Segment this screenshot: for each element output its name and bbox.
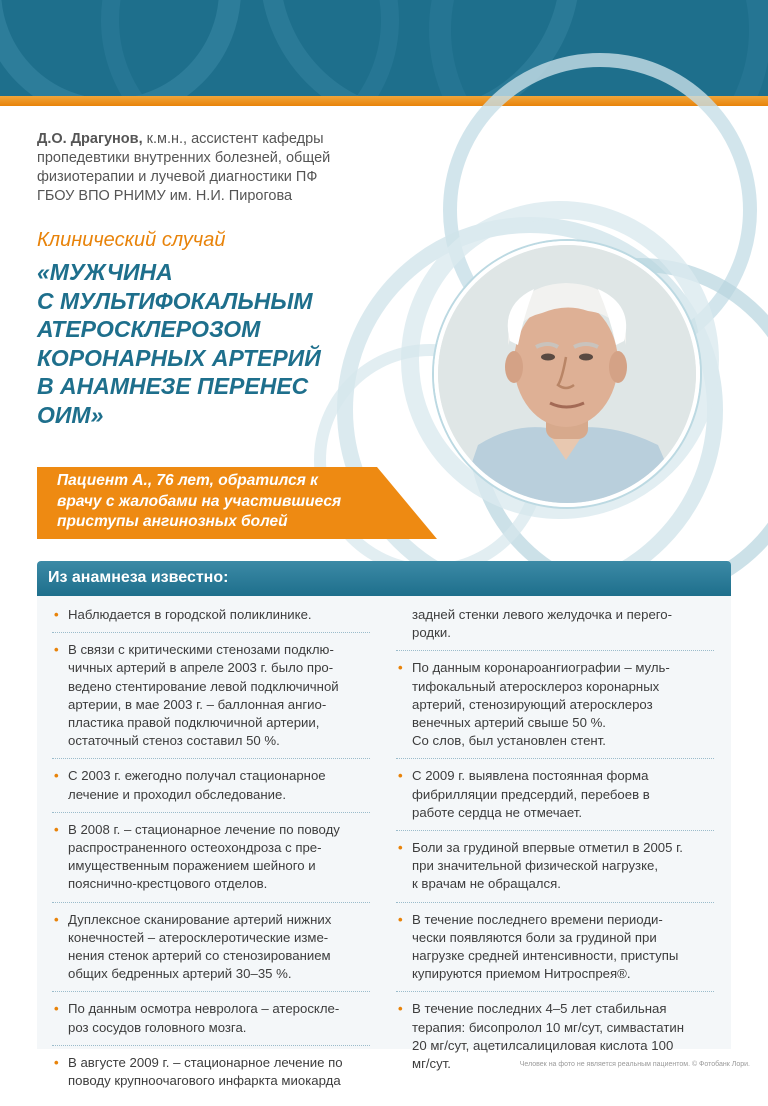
list-item (52, 606, 370, 633)
anamnesis-heading: Из анамнеза известно: (48, 569, 229, 586)
list-item (52, 1000, 370, 1045)
case-title (37, 258, 397, 429)
list-item-continuation (396, 606, 714, 651)
title-line: ОИМ» (37, 401, 104, 428)
author-name: Д.О. Драгунов, (37, 131, 143, 147)
item-line: терапия: бисопролол 10 мг/сут, симвастатин (412, 1019, 685, 1035)
list-item (396, 911, 714, 993)
title-line: АТЕРОСКЛЕРОЗОМ (37, 316, 261, 342)
patient-line: Пациент А., 76 лет, обратился к (57, 472, 318, 489)
item-line: фибрилляции предсердий, перебоев в (412, 786, 650, 802)
list-item (396, 839, 714, 903)
item-line: С 2009 г. выявлена постоянная форма (412, 768, 649, 784)
item-line: По данным коронароангиографии – муль- (412, 660, 670, 676)
item-line: родки. (412, 625, 451, 641)
anamnesis-right-column (396, 606, 714, 1089)
patient-line: врачу с жалобами на участившиеся (57, 492, 342, 510)
list-item (52, 641, 370, 759)
anamnesis-left-column (52, 606, 370, 1106)
item-line: работе сердца не отмечает. (412, 804, 583, 820)
item-line: имущественным поражением шейного и (68, 858, 316, 874)
item-line: чичных артерий в апреле 2003 г. было про- (68, 660, 334, 676)
item-line: Боли за грудиной впервые отметил в 2005 г. (412, 840, 683, 856)
list-item (52, 911, 370, 993)
item-line: В течение последних 4–5 лет стабильная (412, 1001, 667, 1017)
item-line: к врачам не обращался. (412, 876, 561, 892)
item-line: распространенного остеохондроза с пре- (68, 840, 322, 856)
item-line: По данным осмотра невролога – атероскле- (68, 1001, 340, 1017)
item-line: артерий, стенозирующий атеросклероз (412, 696, 653, 712)
item-line: задней стенки левого желудочка и перего- (412, 607, 673, 622)
patient-line: приступы ангинозных болей (57, 513, 288, 530)
bullet-icon: • (54, 821, 59, 837)
item-line: конечностей – атеросклеротические изме- (68, 929, 329, 945)
bullet-icon: • (398, 660, 403, 676)
bullet-icon: • (54, 642, 59, 658)
bullet-icon: • (398, 911, 403, 927)
case-label: Клинический случай (37, 229, 226, 251)
item-line: Наблюдается в городской поликлинике. (68, 607, 312, 622)
bullet-icon: • (54, 1054, 59, 1070)
list-item (396, 659, 714, 759)
item-line: нения стенок артерий со стенозированием (68, 948, 331, 964)
item-line: пластика правой подключичной артерии, (68, 715, 320, 731)
portrait-illustration (438, 245, 696, 503)
title-line: С МУЛЬТИФОКАЛЬНЫМ (37, 287, 313, 314)
item-line: С 2003 г. ежегодно получал стационарное (68, 768, 326, 784)
patient-photo (434, 241, 700, 507)
item-line: поводу крупноочагового инфаркта миокарда (68, 1073, 341, 1089)
item-line: мг/сут. (412, 1056, 451, 1072)
item-line: роз сосудов головного мозга. (68, 1019, 247, 1035)
item-line: общих бедренных артерий 30–35 %. (68, 966, 292, 982)
item-line: Со слов, был установлен стент. (412, 733, 606, 749)
list-item (396, 1000, 714, 1081)
item-line: при значительной физической нагрузке, (412, 858, 658, 874)
list-item (52, 821, 370, 903)
item-line: нагрузке средней интенсивности, приступы (412, 948, 679, 964)
list-item (52, 1054, 370, 1098)
bullet-icon: • (54, 1001, 59, 1017)
item-line: Дуплексное сканирование артерий нижних (68, 911, 332, 927)
item-line: В течение последнего времени периоди- (412, 911, 663, 927)
title-line: КОРОНАРНЫХ АРТЕРИЙ (37, 344, 321, 371)
list-item (396, 767, 714, 831)
author-affiliation-line3: физиотерапии и лучевой диагностики ПФ (37, 169, 318, 185)
list-item (52, 767, 370, 812)
author-block (37, 130, 397, 206)
bullet-icon: • (54, 768, 59, 784)
item-line: тифокальный атеросклероз коронарных (412, 678, 660, 694)
title-line: «МУЖЧИНА (37, 259, 173, 285)
item-line: В 2008 г. – стационарное лечение по поводу (68, 821, 340, 837)
bullet-icon: • (398, 840, 403, 856)
item-line: В связи с критическими стенозами подклю- (68, 642, 334, 658)
item-line: купируются приемом Нитроспрея®. (412, 966, 631, 982)
bullet-icon: • (398, 768, 403, 784)
bullet-icon: • (54, 911, 59, 927)
item-line: ведено стентирование левой подключичной (68, 678, 339, 694)
item-line: 20 мг/сут, ацетилсалициловая кислота 100 (412, 1037, 674, 1053)
item-line: пояснично-крестцового отделов. (68, 876, 268, 892)
author-affiliation-line4: ГБОУ ВПО РНИМУ им. Н.И. Пирогова (37, 188, 293, 204)
item-line: чески появляются боли за грудиной при (412, 929, 657, 945)
title-line: В АНАМНЕЗЕ ПЕРЕНЕС (37, 373, 309, 399)
patient-callout (57, 471, 407, 533)
photo-disclaimer: Человек на фото не является реальным пациентом. © Фотобанк Лори. (519, 1061, 750, 1068)
author-affiliation-line2: пропедевтики внутренних болезней, общей (37, 150, 331, 166)
item-line: В августе 2009 г. – стационарное лечение по (68, 1054, 343, 1070)
bullet-icon: • (398, 1001, 403, 1017)
author-affiliation-line1: к.м.н., ассистент кафедры (146, 131, 324, 147)
item-line: лечение и проходил обследование. (68, 786, 286, 802)
bullet-icon: • (54, 607, 59, 622)
item-line: остаточный стеноз составил 50 %. (68, 733, 280, 749)
item-line: артерии, в мае 2003 г. – баллонная ангио- (68, 696, 327, 712)
item-line: венечных артерий свыше 50 %. (412, 715, 606, 731)
